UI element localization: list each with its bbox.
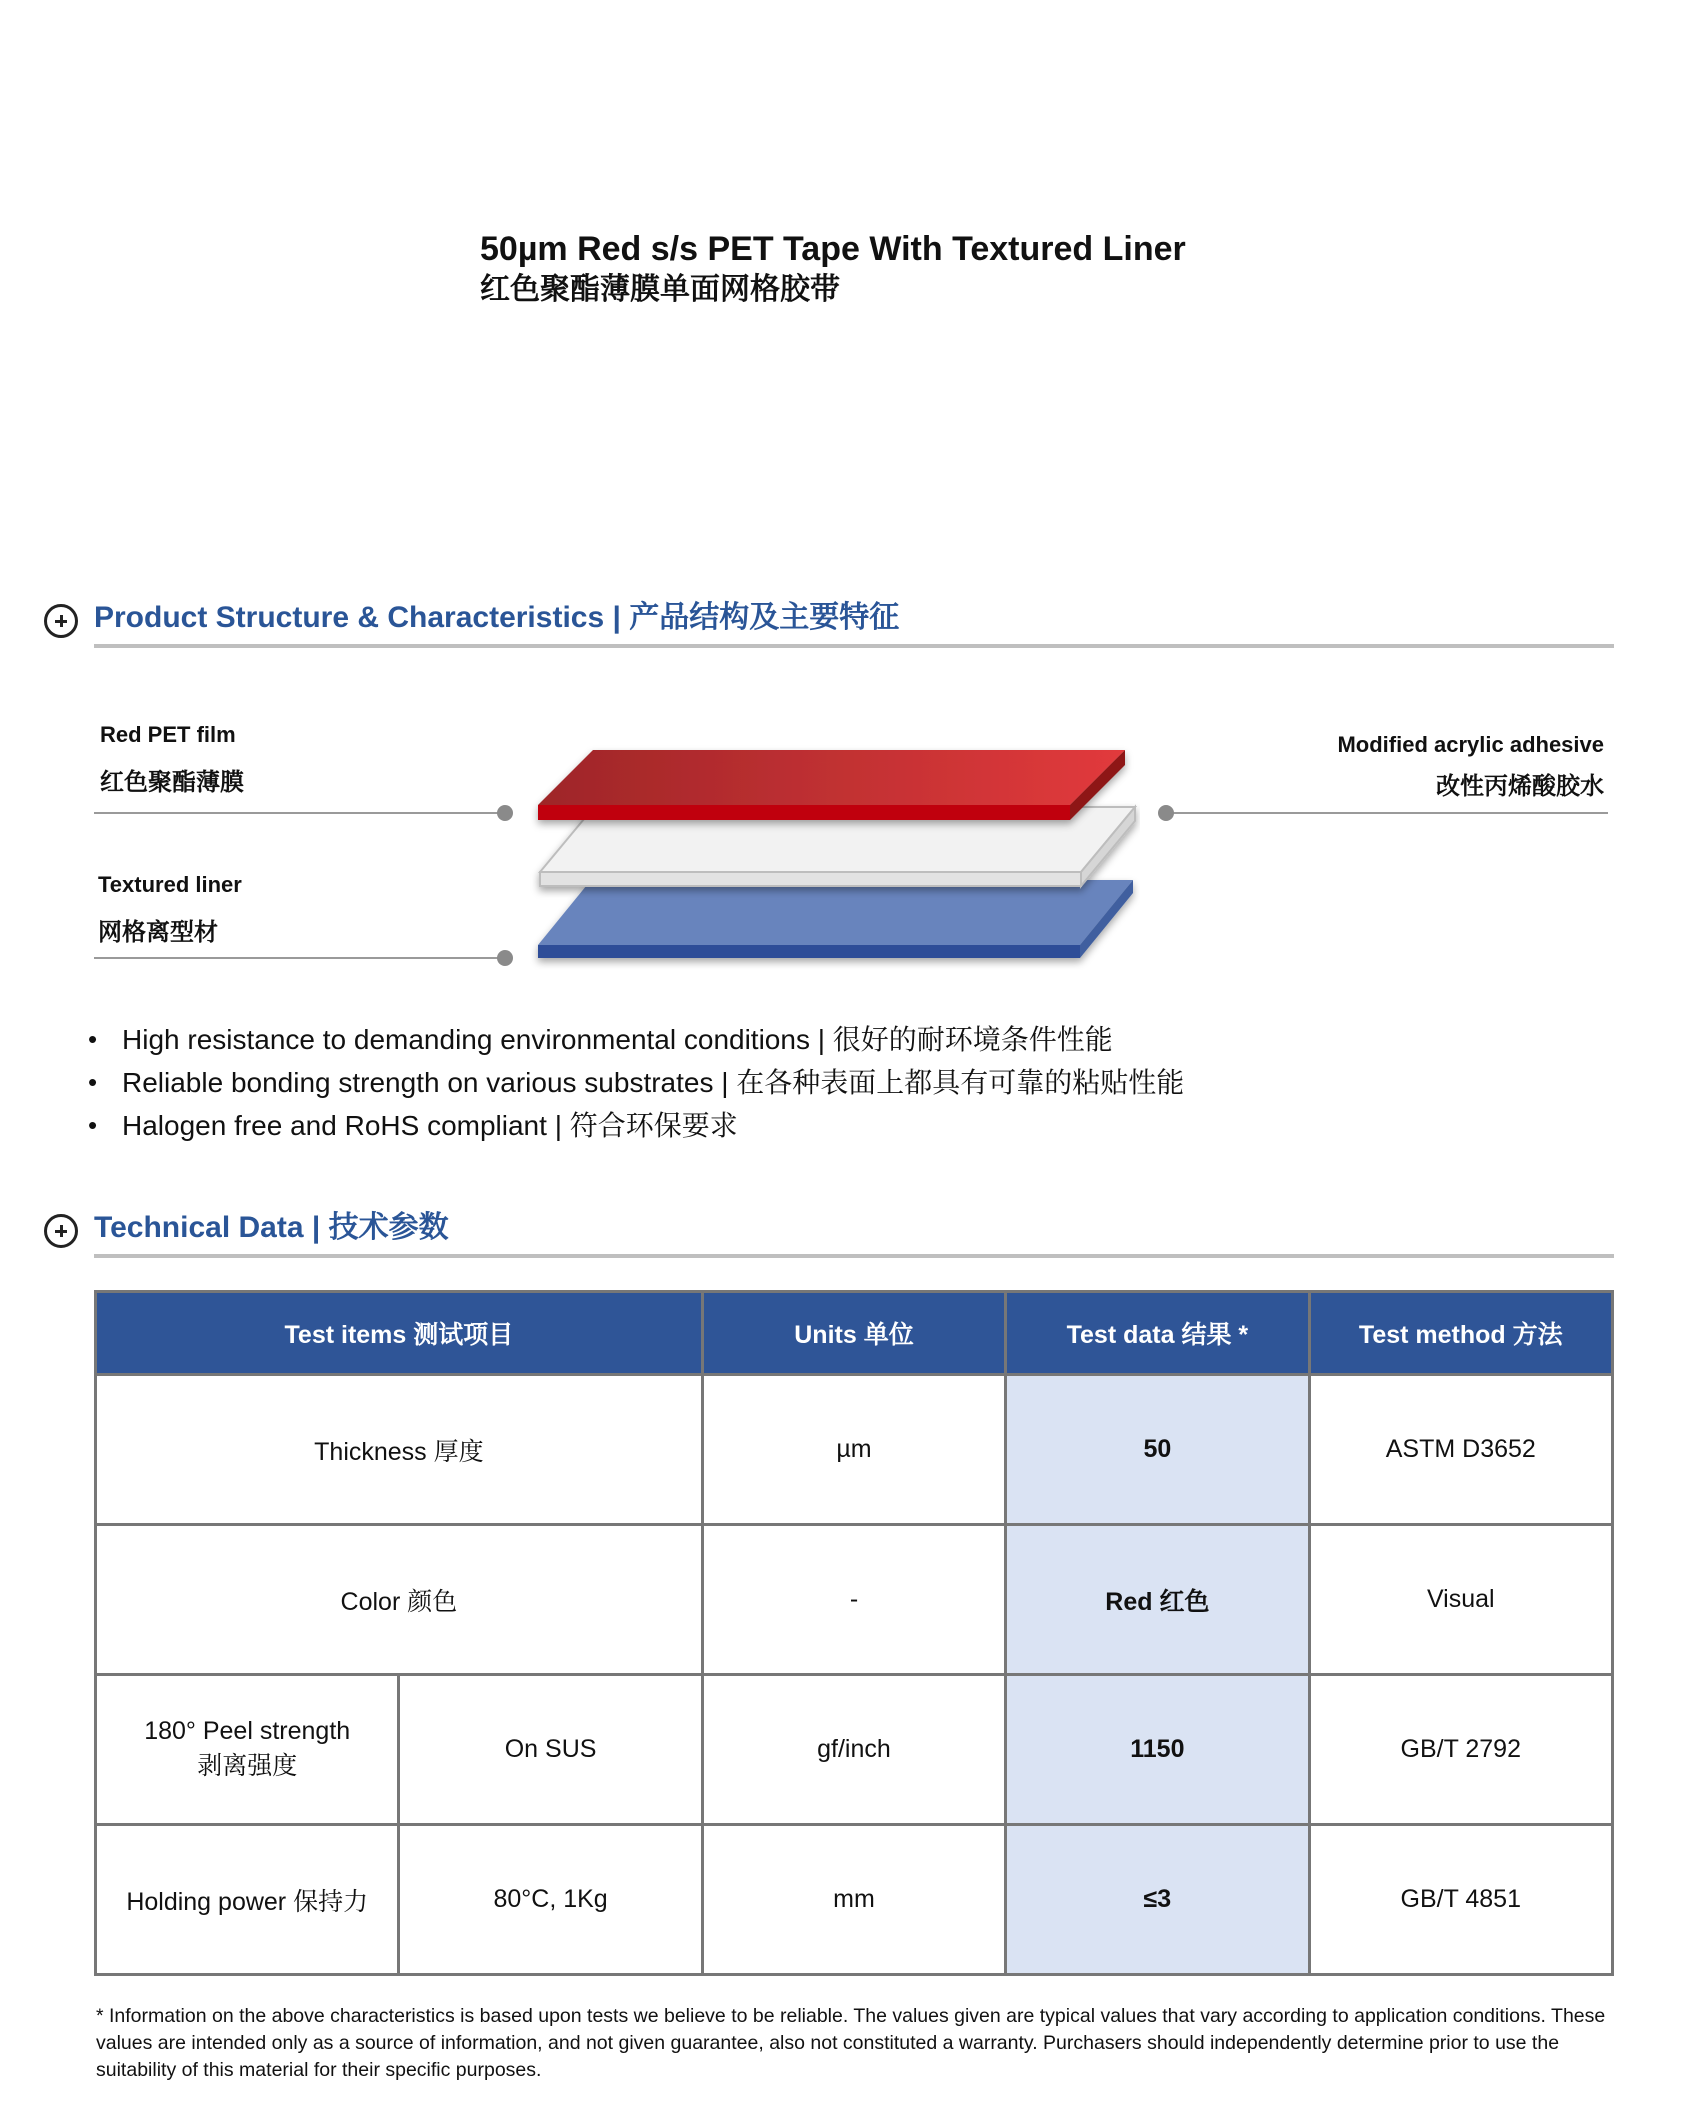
layer-label-textured-liner	[98, 872, 242, 947]
layer-label-zh: 网格离型材	[98, 918, 218, 946]
table-row	[96, 1825, 1613, 1975]
title-block	[480, 228, 1186, 310]
disclaimer-footnote: * Information on the above characteristics is based upon tests we believe to be reliable. The values given are typical values that vary according to application conditions. These values are intended only as a source of information, and not given guarantee, also not constituted a warranty. Purchasers should independently determine prior to use the suitability of this material for their specific purposes.	[96, 2005, 1606, 2081]
leader-line	[94, 957, 504, 959]
cell-item-zh: 剥离强度	[197, 1752, 298, 1780]
table-header-row	[96, 1292, 1613, 1375]
product-title-zh: 红色聚酯薄膜单面网格胶带	[480, 272, 840, 307]
cell-item: Holding power 保持力	[96, 1825, 399, 1975]
layer-label-red-pet	[100, 722, 244, 797]
layer-label-zh: 红色聚酯薄膜	[100, 768, 244, 796]
feature-item: • Halogen free and RoHS compliant | 符合环保要求	[86, 1104, 1184, 1147]
cell-condition: 80°C, 1Kg	[399, 1825, 702, 1975]
leader-dot	[497, 950, 513, 966]
section-tech-header	[44, 1208, 1614, 1252]
cell-unit: mm	[702, 1825, 1005, 1975]
cell-unit: µm	[702, 1375, 1005, 1525]
plus-circle-icon	[44, 604, 78, 638]
leader-dot	[1158, 805, 1174, 821]
section-structure-header	[44, 598, 1614, 642]
cell-unit: gf/inch	[702, 1675, 1005, 1825]
leader-line	[1166, 812, 1608, 814]
cell-condition: On SUS	[399, 1675, 702, 1825]
layer-label-zh: 改性丙烯酸胶水	[1436, 772, 1604, 800]
feature-item: • Reliable bonding strength on various substrates | 在各种表面上都具有可靠的粘贴性能	[86, 1061, 1184, 1104]
leader-line	[94, 812, 504, 814]
tape-structure-diagram	[530, 740, 1140, 970]
cell-value: 1150	[1006, 1675, 1309, 1825]
cell-unit: -	[702, 1525, 1005, 1675]
cell-item: Color 颜色	[96, 1525, 703, 1675]
cell-method: GB/T 4851	[1309, 1825, 1612, 1975]
table-row	[96, 1525, 1613, 1675]
table-row	[96, 1675, 1613, 1825]
table-row	[96, 1375, 1613, 1525]
cell-item	[96, 1675, 399, 1825]
header-test-items: Test items 测试项目	[96, 1292, 703, 1375]
cell-item-en: 180° Peel strength	[144, 1717, 351, 1745]
technical-data-table	[94, 1290, 1614, 1976]
leader-dot	[497, 805, 513, 821]
cell-method: GB/T 2792	[1309, 1675, 1612, 1825]
cell-method: Visual	[1309, 1525, 1612, 1675]
pet-film-layer	[538, 750, 1125, 820]
feature-list	[86, 1018, 1184, 1147]
layer-label-en: Red PET film	[100, 722, 236, 747]
cell-value: 50	[1006, 1375, 1309, 1525]
section-tech-title: Technical Data | 技术参数	[94, 1211, 449, 1244]
header-units: Units 单位	[702, 1292, 1005, 1375]
cell-item: Thickness 厚度	[96, 1375, 703, 1525]
cell-method: ASTM D3652	[1309, 1375, 1612, 1525]
product-title: 50µm Red s/s PET Tape With Textured Liner	[480, 230, 1186, 268]
cell-value: Red 红色	[1006, 1525, 1309, 1675]
header-test-method: Test method 方法	[1309, 1292, 1612, 1375]
layer-label-en: Textured liner	[98, 872, 242, 897]
section-divider	[94, 1254, 1614, 1258]
header-test-data: Test data 结果 *	[1006, 1292, 1309, 1375]
plus-circle-icon	[44, 1214, 78, 1248]
layer-label-en: Modified acrylic adhesive	[1337, 732, 1604, 757]
layer-label-adhesive	[1337, 732, 1604, 801]
liner-layer	[538, 880, 1133, 958]
cell-value: ≤3	[1006, 1825, 1309, 1975]
section-divider	[94, 644, 1614, 648]
feature-item: • High resistance to demanding environmental conditions | 很好的耐环境条件性能	[86, 1018, 1184, 1061]
section-structure-title: Product Structure & Characteristics | 产品结构及主要特征	[94, 601, 900, 634]
